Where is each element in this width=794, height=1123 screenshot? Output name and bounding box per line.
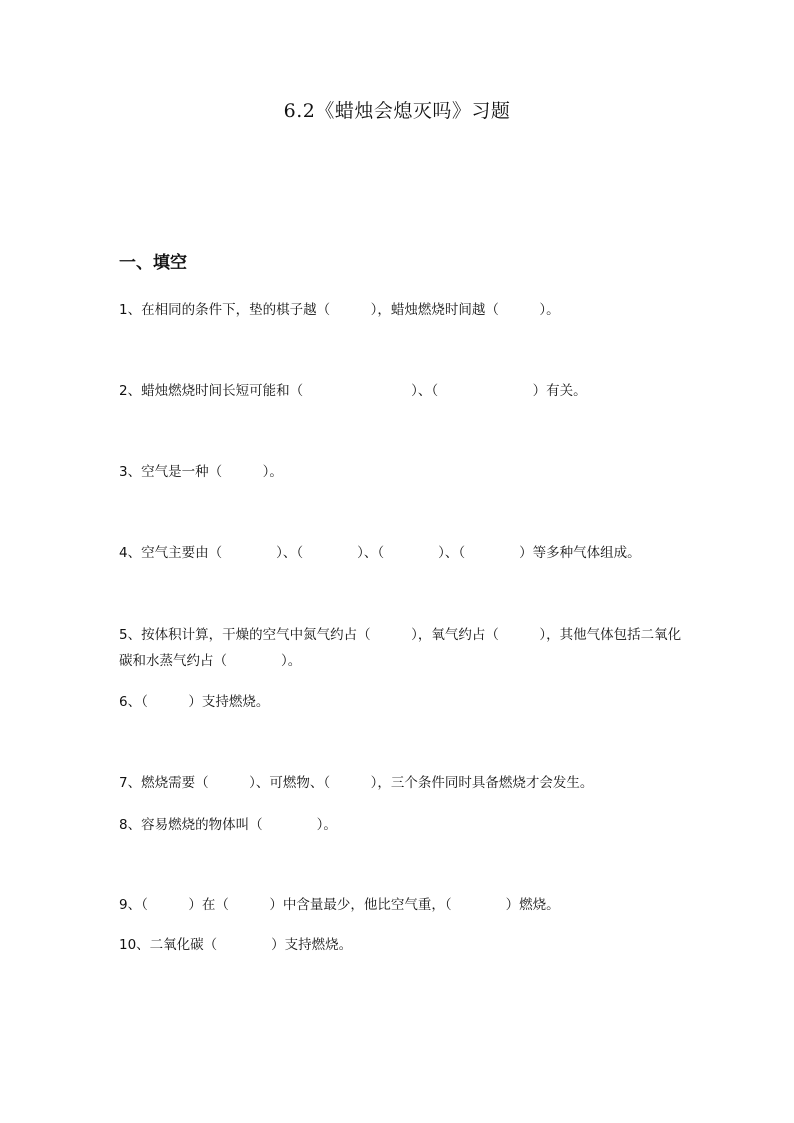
question-7: 7、燃烧需要（ ）、可燃物、（ ），三个条件同时具备燃烧才会发生。 bbox=[119, 775, 594, 791]
question-5: 5、按体积计算，干燥的空气中氮气约占（ ），氧气约占（ ），其他气体包括二氧化碳和水蒸气约占（ ）。 bbox=[119, 627, 682, 669]
question-4: 4、空气主要由（ ）、（ ）、（ ）、（ ）等多种气体组成。 bbox=[119, 545, 641, 561]
question-1: 1、在相同的条件下，垫的棋子越（ ），蜡烛燃烧时间越（ ）。 bbox=[119, 302, 560, 318]
question-6: 6、（ ）支持燃烧。 bbox=[119, 694, 270, 710]
page-title: 6.2《蜡烛会熄灭吗》习题 bbox=[283, 100, 511, 122]
question-10: 10、二氧化碳（ ）支持燃烧。 bbox=[119, 937, 353, 953]
question-3: 3、空气是一种（ ）。 bbox=[119, 464, 283, 480]
section-heading: 一、填空 bbox=[119, 253, 187, 273]
question-2: 2、蜡烛燃烧时间长短可能和（ ）、（ ）有关。 bbox=[119, 383, 587, 399]
question-8: 8、容易燃烧的物体叫（ ）。 bbox=[119, 817, 337, 833]
question-9: 9、（ ）在（ ）中含量最少，他比空气重，（ ）燃烧。 bbox=[119, 897, 560, 913]
